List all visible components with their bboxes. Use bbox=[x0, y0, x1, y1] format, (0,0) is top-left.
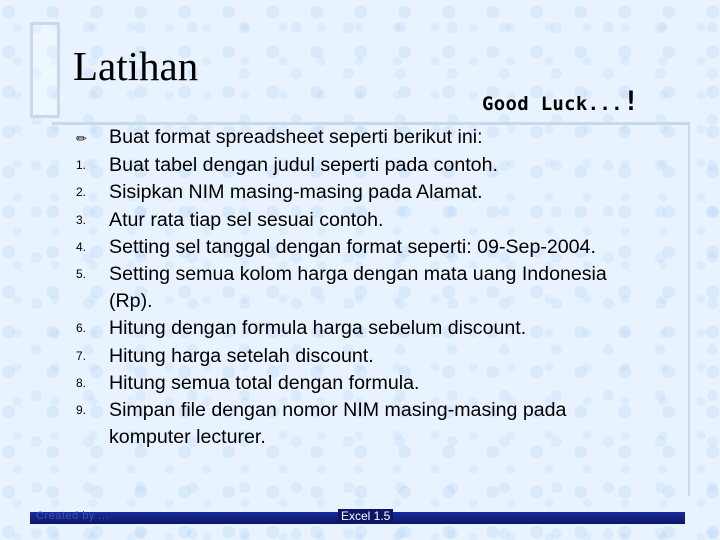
list-number: 8. bbox=[76, 375, 87, 390]
decorative-frame-vertical bbox=[30, 22, 60, 118]
list-number: 9. bbox=[76, 403, 87, 418]
list-number: 6. bbox=[76, 321, 87, 336]
list-item-text: Buat format spreadsheet seperti berikut ini: bbox=[109, 126, 483, 148]
list-item-text: Sisipkan NIM masing-masing pada Alamat. bbox=[109, 181, 483, 204]
list-number: 4. bbox=[76, 239, 87, 254]
footer-label: Excel 1.5 bbox=[338, 509, 393, 523]
slide-body bbox=[76, 124, 641, 451]
list-item bbox=[76, 261, 641, 315]
list-number: 2. bbox=[76, 185, 87, 200]
list-item-text: Simpan file dengan nomor NIM masing-masing pada komputer lecturer. bbox=[109, 399, 567, 449]
list-item bbox=[76, 152, 641, 179]
list-item-text: Hitung harga setelah discount. bbox=[109, 344, 374, 367]
list-item bbox=[76, 207, 641, 234]
list-item-text: Atur rata tiap sel sesuai contoh. bbox=[109, 208, 384, 231]
list-item-text: Buat tabel dengan judul seperti pada contoh. bbox=[109, 154, 498, 177]
list-item bbox=[76, 370, 641, 397]
subtitle-exclamation: ! bbox=[622, 86, 640, 117]
list-item bbox=[76, 397, 641, 451]
list-number: 7. bbox=[76, 348, 87, 363]
list-number: 3. bbox=[76, 212, 87, 227]
decorative-frame-right bbox=[688, 124, 690, 496]
list-item bbox=[76, 179, 641, 206]
pencil-icon: ✏ bbox=[76, 131, 87, 146]
slide-title: Latihan bbox=[73, 43, 199, 89]
list-item bbox=[76, 343, 641, 370]
list-item-text: Setting semua kolom harga dengan mata uang Indonesia (Rp). bbox=[109, 263, 607, 313]
list-item bbox=[76, 315, 641, 342]
list-item-text: Setting sel tanggal dengan format seperti: 09-Sep-2004. bbox=[109, 235, 596, 258]
footer-author: Created by ... bbox=[36, 510, 110, 522]
list-item-text: Hitung semua total dengan formula. bbox=[109, 371, 420, 394]
list-item bbox=[76, 234, 641, 261]
list-item bbox=[76, 124, 641, 152]
subtitle-text: Good Luck... bbox=[482, 93, 623, 115]
list-item-text: Hitung dengan formula harga sebelum discount. bbox=[109, 317, 527, 340]
list-number: 1. bbox=[76, 158, 87, 173]
slide-subtitle bbox=[482, 86, 639, 117]
list-number: 5. bbox=[76, 267, 87, 282]
